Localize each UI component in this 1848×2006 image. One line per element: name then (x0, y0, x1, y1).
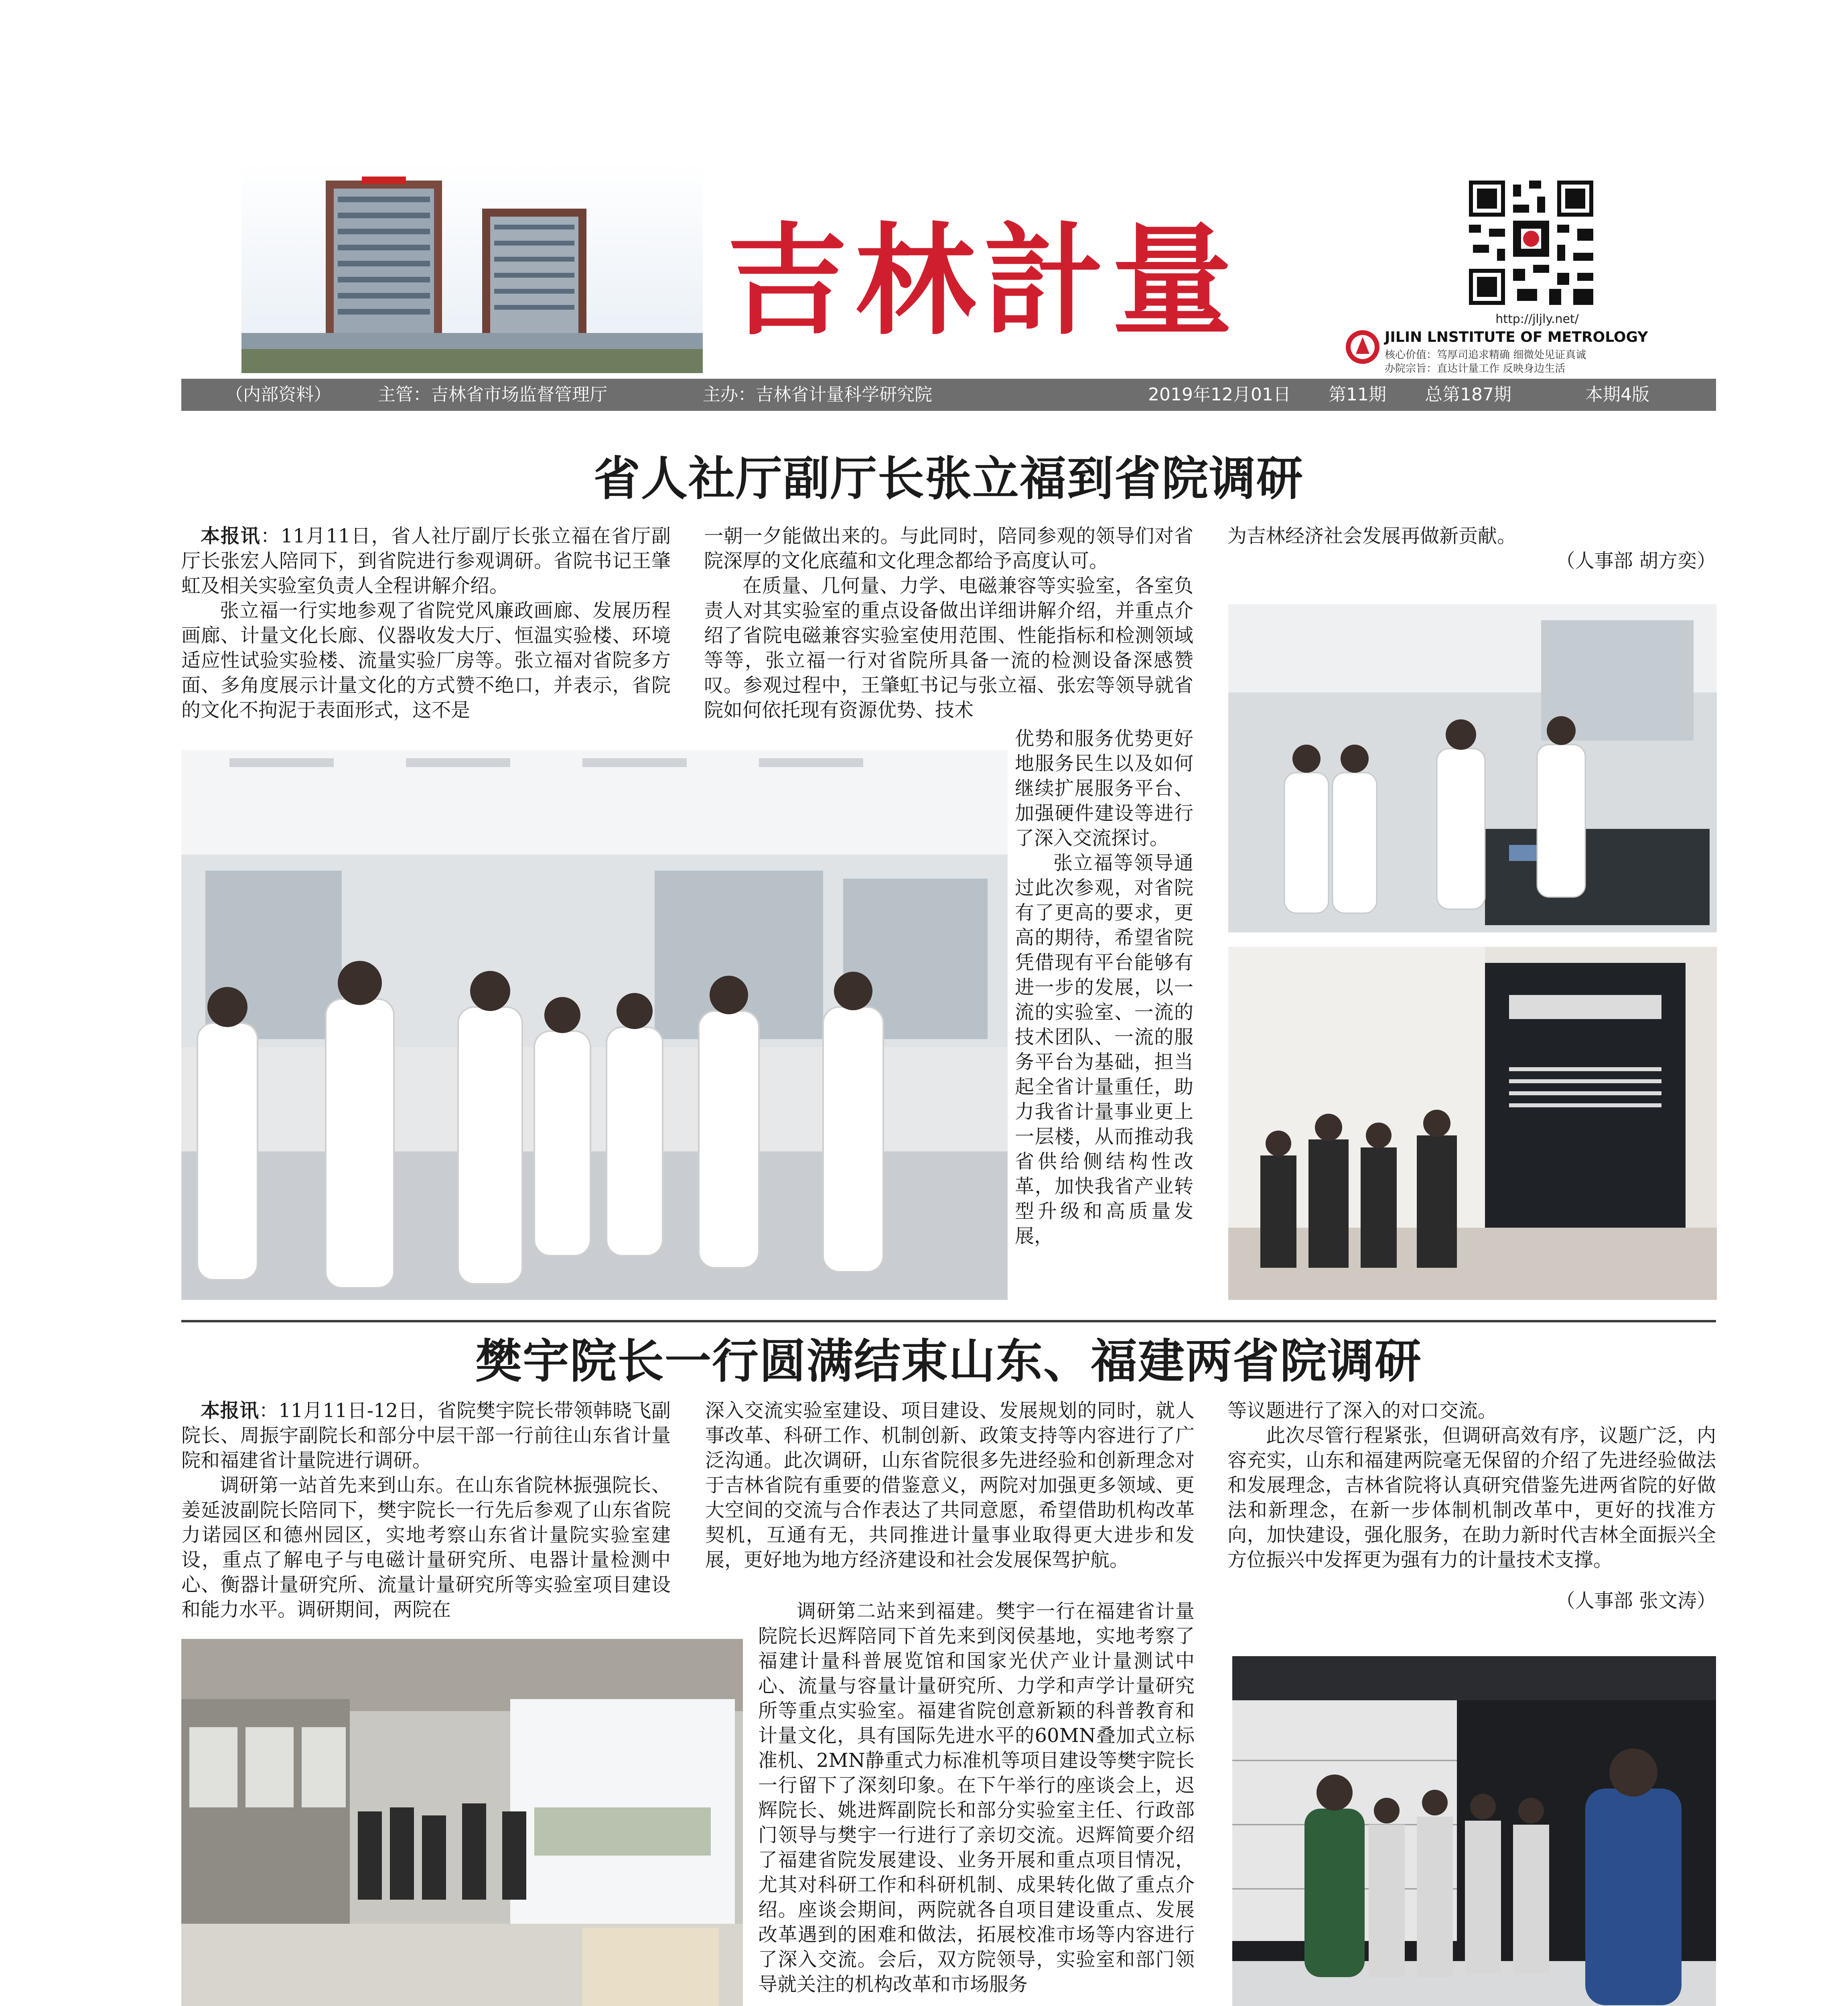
article2-byline-label: 本报讯 (201, 1399, 259, 1422)
qr-code-icon (1465, 177, 1597, 309)
article2-signature: （人事部 张文涛） (1556, 1590, 1716, 1612)
masthead-building-photo (241, 160, 703, 373)
culture-corridor-photo (1228, 947, 1717, 1300)
article2-paragraph: ：11月11日-12日，省院樊宇院长带领韩晓飞副院长、周振宇副院长和部分中层干部一行前往山东省计量院和福建省计量院进行调研。 (181, 1399, 671, 1472)
page-count: 本期4版 (1585, 384, 1649, 405)
article1-byline-label: 本报讯 (201, 525, 261, 547)
article2-headline: 樊宇院长一行圆满结束山东、福建两省院调研 (475, 1334, 1422, 1389)
article2-paragraph: 深入交流实验室建设、项目建设、发展规划的同时，就人事改革、科研工作、机制创新、政策支持等内容进行了广泛沟通。此次调研，山东省院很多先进经验和创新理念对于吉林省院有重要的借鉴意义，两院对加强更多领域、更大空间的交流与合作表达了共同意愿，希望借助机构改革契机，互通有无，共同推进计量事业取得更大进步和发展，更好地为地方经济建设和社会发展保驾护航。 (705, 1399, 1195, 1571)
factory-visit-photo (181, 1639, 743, 2006)
article2-paragraph: 调研第一站首先来到山东。在山东省院林振强院长、姜延波副院长陪同下，樊宇院长一行先后参观了山东省院力诺园区和德州园区，实地考察山东省计量院实验室建设，重点了解电子与电磁计量研究所、电器计量检测中心、衡器计量研究所、流量计量研究所等实验室项目建设和能力水平。调研期间，两院在 (181, 1474, 671, 1621)
masthead-title: 吉林計量 (727, 210, 1240, 351)
issue-number: 第11期 (1329, 384, 1386, 405)
article1-paragraph: ：11月11日，省人社厅副厅长张立福在省厅副厅长张宏人陪同下，到省院进行参观调研。省院书记王肇虹及相关实验室负责人全程讲解介绍。 (181, 525, 671, 597)
mission-line: 办院宗旨：直达计量工作 反映身边生活 (1385, 363, 1566, 375)
article2-column-1 (181, 1398, 671, 1622)
total-issue-number: 总第187期 (1425, 384, 1511, 405)
article1-paragraph: 优势和服务优势更好地服务民生以及如何继续扩展服务平台、加强硬件建设等进行了深入交流探讨。 (1015, 727, 1193, 849)
core-value-line: 核心价值：笃厚司追求精确 细微处见证真诚 (1385, 349, 1586, 361)
article2-column-3 (1227, 1398, 1716, 1613)
organizer-label: 主办：吉林省计量科学研究院 (703, 384, 932, 405)
article1-paragraph: 张立福等领导通过此次参观，对省院有了更高的要求，更高的期待，希望省院凭借现有平台能够有进一步的发展，以一流的实验室、一流的技术团队、一流的服务平台为基础，担当起全省计量重任，助力我省计量事业更上一层楼，从而推动我省供给侧结构性改革，加快我省产业转型升级和高质量发展， (1015, 852, 1193, 1247)
article1-paragraph: 为吉林经济社会发展再做新贡献。 (1227, 525, 1517, 547)
showroom-visit-photo (1232, 1656, 1716, 2006)
article2-column-2b (758, 1599, 1195, 1997)
issue-date: 2019年12月01日 (1148, 384, 1291, 405)
institute-logo-icon (1345, 329, 1381, 365)
article2-paragraph: 调研第二站来到福建。樊宇一行在福建省计量院院长迟辉陪同下首先来到闵侯基地，实地考察了福建计量科普展览馆和国家光伏产业计量测试中心、流量与容量计量研究所、力学和声学计量研究所等重点实验室。福建省院创意新颖的科普教育和计量文化，具有国际先进水平的60MN叠加式立标准机、2MN静重式力标准机等项目建设等樊宇院长一行留下了深刻印象。在下午举行的座谈会上，迟辉院长、姚进辉副院长和部分实验室主任、行政部门领导与樊宇一行进行了亲切交流。迟辉简要介绍了福建省院发展建设、业务开展和重点项目情况，尤其对科研工作和科研机制、成果转化做了重点介绍。座谈会期间，两院就各自项目建设重点、发展改革遇到的困难和做法，拓展校准市场等内容进行了深入交流。会后，双方院领导，实验室和部门领导就关注的机构改革和市场服务 (758, 1600, 1195, 1996)
article1-paragraph: 张立福一行实地参观了省院党风廉政画廊、发展历程画廊、计量文化长廊、仪器收发大厅、恒温实验楼、环境适应性试验实验楼、流量实验厂房等。张立福对省院多方面、多角度展示计量文化的方式赞不绝口，并表示，省院的文化不拘泥于表面形式，这不是 (181, 599, 671, 721)
article1-headline: 省人社厅副厅长张立福到省院调研 (594, 452, 1304, 506)
article1-column-2a (704, 524, 1193, 723)
section-divider (181, 1320, 1716, 1322)
article1-paragraph: 一朝一夕能做出来的。与此同时，陪同参观的领导们对省院深厚的文化底蕴和文化理念都给予高度认可。 (704, 525, 1193, 572)
article2-paragraph: 此次尽管行程紧张，但调研高效有序，议题广泛，内容充实，山东和福建两院毫无保留的介绍了先进经验做法和发展理念，吉林省院将认真研究借鉴先进两省院的好做法和新理念，在新一步体制机制改革中，更好的找准方向，加快建设，强化服务，在助力新时代吉林全面振兴全方位振兴中发挥更为强有力的计量技术支撑。 (1227, 1424, 1716, 1571)
sponsor-label: 主管：吉林省市场监督管理厅 (378, 384, 607, 405)
article2-column-2 (705, 1398, 1195, 1572)
article1-column-2b (1015, 726, 1193, 1249)
masthead-url[interactable]: http://jljly.net/ (1495, 312, 1579, 326)
article1-paragraph: 在质量、几何量、力学、电磁兼容等实验室，各室负责人对其实验室的重点设备做出详细讲解介绍，并重点介绍了省院电磁兼容实验室使用范围、性能指标和检测领域等等，张立福一行对省院所具备一流的检测设备深感赞叹。参观过程中，王肇虹书记与张立福、张宏等领导就省院如何依托现有资源优势、技术 (704, 575, 1193, 721)
article1-signature: （人事部 胡方奕） (1556, 550, 1716, 572)
lab-equipment-photo (1228, 604, 1717, 932)
article2-paragraph: 等议题进行了深入的对口交流。 (1227, 1399, 1497, 1422)
lab-visit-photo (181, 750, 1008, 1300)
institute-english-name: JILIN LNSTITUTE OF METROLOGY (1385, 329, 1648, 345)
article1-column-1 (181, 524, 671, 723)
internal-material-label: （内部资料） (225, 384, 331, 405)
masthead (181, 152, 1716, 377)
article1-column-3 (1227, 524, 1716, 573)
issue-info-bar (181, 379, 1716, 411)
